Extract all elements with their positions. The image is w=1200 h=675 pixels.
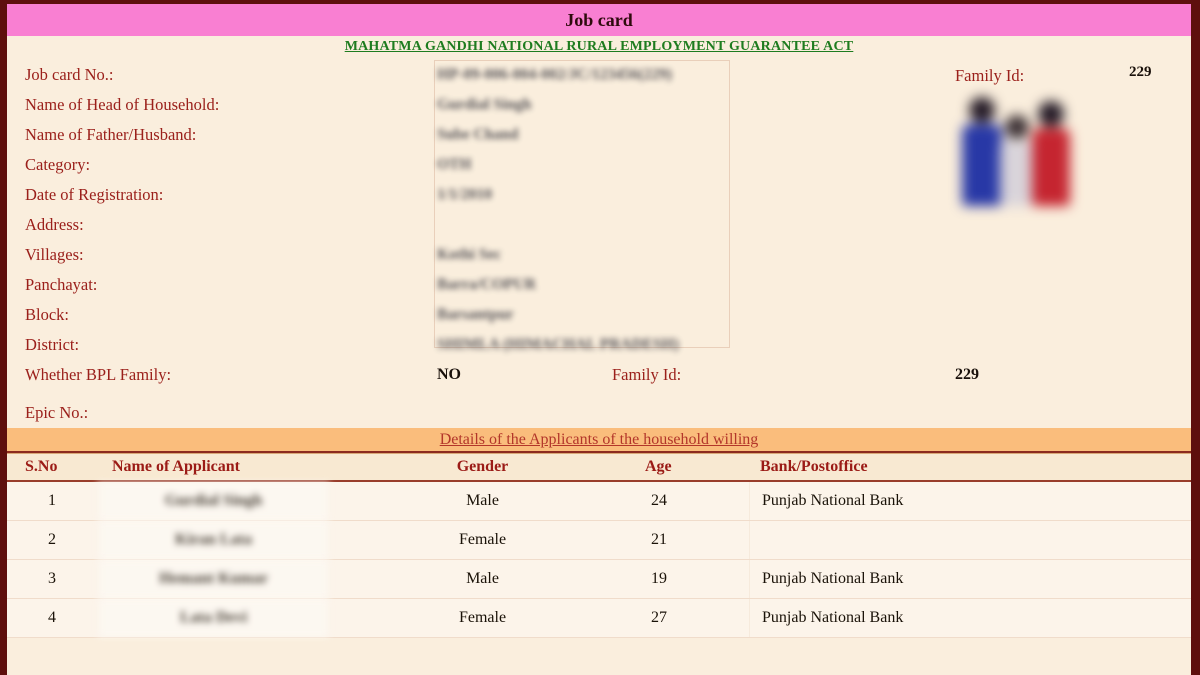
cell-bank: Punjab National Bank: [762, 492, 904, 509]
col-header-name: Name of Applicant: [112, 458, 240, 475]
act-heading: MAHATMA GANDHI NATIONAL RURAL EMPLOYMENT GUARANTEE ACT: [344, 39, 854, 54]
field-label: Name of Father/Husband:: [25, 125, 197, 144]
cell-gender: Male: [466, 570, 499, 587]
cell-sno: 1: [48, 492, 56, 509]
table-row: [7, 599, 1191, 638]
field-value-blurred: OTH: [437, 156, 472, 173]
cell-name-blurred: Kiran Lata: [97, 521, 330, 559]
field-row-category: [7, 150, 1191, 180]
applicants-section-band: [7, 428, 1191, 453]
field-label: Address:: [25, 215, 84, 234]
cell-sno: 4: [48, 609, 56, 626]
family-id-inline-label: Family Id:: [612, 365, 682, 384]
field-row-job-card-no: [7, 60, 1191, 90]
field-row-father-husband: [7, 120, 1191, 150]
cell-name-blurred: Hemant Kumar: [97, 560, 330, 598]
cell-gender: Female: [458, 531, 507, 548]
field-label: Block:: [25, 305, 69, 324]
field-label: District:: [25, 335, 80, 354]
bpl-value: NO: [437, 366, 461, 383]
bottom-spacer: [7, 638, 1191, 675]
field-value-blurred: 1/1/2010: [437, 186, 493, 203]
field-row-villages: [7, 240, 1191, 270]
cell-name-blurred: Lata Devi: [97, 599, 330, 637]
cell-bank: Punjab National Bank: [762, 609, 904, 626]
field-value-blurred: SHIMLA (HIMACHAL PRADESH): [437, 336, 679, 353]
field-row-date-of-registration: [7, 180, 1191, 210]
cell-age: 21: [635, 521, 750, 559]
table-row: [7, 482, 1191, 521]
field-value-blurred: Sube Chand: [437, 126, 519, 143]
family-id-inline-value: 229: [955, 366, 979, 383]
cell-age: 24: [635, 482, 750, 520]
field-label: Epic No.:: [25, 403, 89, 422]
cell-age: 19: [635, 560, 750, 598]
field-label: Date of Registration:: [25, 185, 164, 204]
field-label: Panchayat:: [25, 275, 98, 294]
cell-sno: 2: [48, 531, 56, 548]
applicants-table-header: [7, 453, 1191, 482]
field-row-epic-no: [7, 398, 1191, 428]
title-bar: [7, 4, 1191, 36]
field-row-panchayat: [7, 270, 1191, 300]
cell-sno: 3: [48, 570, 56, 587]
col-header-age: Age: [645, 458, 672, 475]
table-row: [7, 521, 1191, 560]
field-value-blurred: Barsantpur: [437, 306, 514, 323]
family-id-value: 229: [1129, 64, 1152, 80]
field-label: Villages:: [25, 245, 84, 264]
cell-gender: Male: [466, 492, 499, 509]
act-heading-strip: [7, 36, 1191, 58]
family-id-label: Family Id:: [955, 66, 1025, 85]
field-label: Name of Head of Household:: [25, 95, 220, 114]
field-label: Category:: [25, 155, 91, 174]
cell-age: 27: [635, 599, 750, 637]
field-value-blurred: Gurdial Singh: [437, 96, 532, 113]
col-header-sno: S.No: [25, 458, 58, 475]
col-header-bank: Bank/Postoffice: [760, 458, 868, 475]
cell-name-blurred: Gurdial Singh: [97, 482, 330, 520]
field-row-district: [7, 330, 1191, 360]
col-header-gender: Gender: [456, 458, 509, 475]
field-value-blurred: HP-09-006-004-002/JC/123456(229): [437, 66, 673, 83]
cell-gender: Female: [458, 609, 507, 626]
field-row-head-of-household: [7, 90, 1191, 120]
job-card-fields: [7, 58, 1191, 428]
page-title: Job card: [565, 9, 633, 30]
cell-bank: Punjab National Bank: [762, 570, 904, 587]
field-row-bpl: [7, 360, 1191, 390]
field-value-blurred: Kothi Sec: [437, 246, 502, 263]
field-row-block: [7, 300, 1191, 330]
field-value-blurred: Barra/COPUR: [437, 276, 537, 293]
field-label: Job card No.:: [25, 65, 114, 84]
table-row: [7, 560, 1191, 599]
field-label: Whether BPL Family:: [25, 365, 172, 384]
field-row-address: [7, 210, 1191, 240]
applicants-section-link[interactable]: Details of the Applicants of the household willing: [439, 430, 759, 448]
